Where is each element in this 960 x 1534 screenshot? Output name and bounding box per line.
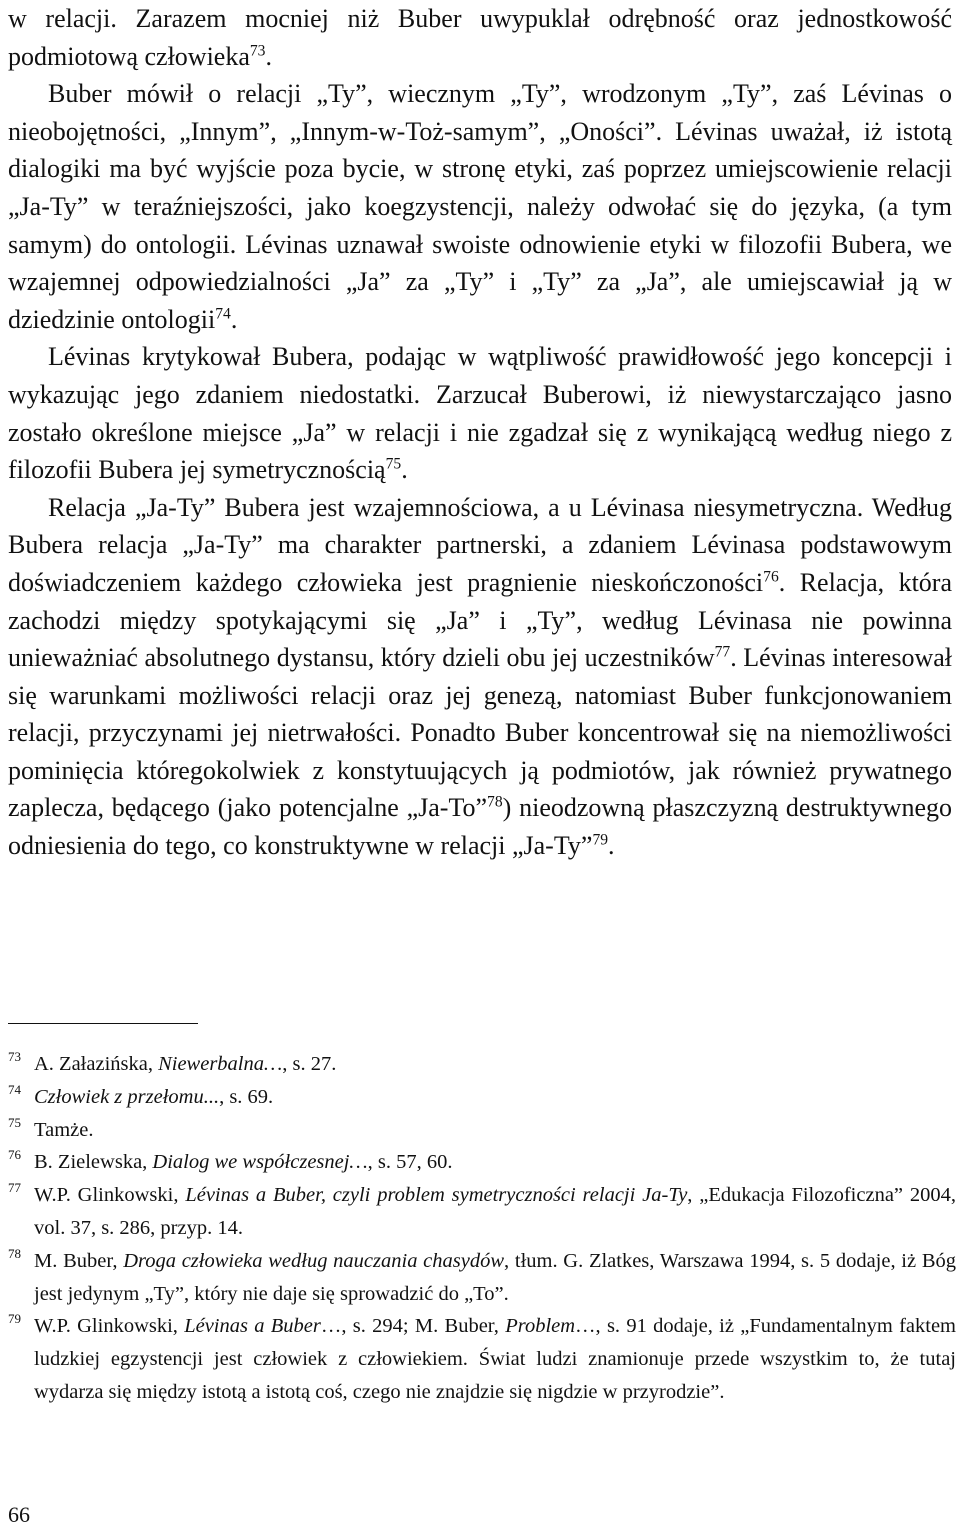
footnote-text: W.P. Glinkowski, bbox=[34, 1315, 185, 1338]
footnote-ref-74[interactable]: 74 bbox=[215, 305, 231, 323]
footnote-ref-79[interactable]: 79 bbox=[592, 831, 609, 849]
footnote-text: , „Edukacja Filozoficzna” 2004, vol. 37, s. 286, przyp. 14. bbox=[34, 1184, 956, 1239]
text-run: . Lévinas interesował się warunkami możliwości relacji oraz jej genezą, natomiast Buber funkcjonowaniem relacji, przyczynami jej nietrwałości. Ponadto Buber koncentrował się na niemożliwości pominięcia któregokolwiek z konstytuujących ją podmiotów, jak również prywatnego zaplecza, będącego (jako potencjalne „Ja-To” bbox=[8, 643, 952, 823]
paragraph-1 bbox=[8, 0, 952, 75]
footnote-title: Problem bbox=[505, 1315, 576, 1338]
footnote-number: 78 bbox=[8, 1245, 21, 1261]
footnote-title: Niewerbalna… bbox=[158, 1053, 283, 1075]
text-run: . Relacja, która zachodzi między spotykającymi się „Ja” i „Ty”, według Lévinasa nie powinna unieważniać absolutnego dystansu, który dzieli obu jej uczestników bbox=[8, 567, 953, 673]
footnote-number: 74 bbox=[8, 1081, 21, 1097]
footnote-text: B. Zielewska, bbox=[34, 1151, 153, 1174]
footnote-text: …, s. 91 dodaje, iż „Fundamentalnym faktem ludzkiej egzystencji jest człowiek z człowiekiem. Świat ludzi znamionuje przede wszystkim to, że tutaj wydarza się między istotą a istotą coś, czego nie znajdzie się nigdzie w przyrodzie”. bbox=[34, 1315, 956, 1403]
paragraph-4 bbox=[8, 489, 952, 865]
footnote-ref-76[interactable]: 76 bbox=[763, 568, 779, 586]
footnote-ref-78[interactable]: 78 bbox=[487, 793, 503, 811]
footnote-text: W.P. Glinkowski, bbox=[34, 1184, 186, 1207]
footnote-title: Lévinas a Buber, czyli problem symetryczności relacji Ja-Ty bbox=[185, 1184, 688, 1207]
paragraph-3 bbox=[8, 338, 952, 488]
footnote-title: Człowiek z przełomu... bbox=[34, 1085, 220, 1108]
footnote-77 bbox=[8, 1179, 956, 1245]
footnote-text: …, s. 294; M. Buber, bbox=[320, 1315, 506, 1338]
text-run: w relacji. Zarazem mocniej niż Buber uwypuklał odrębność oraz jednostkowość podmiotową człowieka bbox=[8, 4, 952, 71]
footnote-number: 75 bbox=[8, 1114, 21, 1130]
footnote-76 bbox=[8, 1146, 956, 1179]
footnote-79 bbox=[8, 1310, 956, 1408]
footnote-text: , tłum. G. Zlatkes, Warszawa 1994, s. 5 dodaje, iż Bóg jest jedynym „Ty”, który nie daje się sprowadzić do „To”. bbox=[34, 1249, 956, 1305]
page bbox=[8, 0, 952, 865]
page-number: 66 bbox=[8, 1502, 30, 1527]
footnote-title: Lévinas a Buber bbox=[184, 1315, 321, 1338]
footnote-text: Tamże. bbox=[34, 1118, 94, 1141]
footnote-ref-77[interactable]: 77 bbox=[714, 643, 731, 661]
footnote-text: , s. 27. bbox=[282, 1053, 337, 1075]
text-run: Lévinas krytykował Bubera, podając w wątpliwość prawidłowość jego koncepcji i wykazując jego zdaniem niedostatki. Zarzucał Buberowi, iż niewystarczająco jasno zostało określone miejsce „Ja” w relacji i nie zgadzał się z wynikającą według niego z filozofii Bubera jej symetrycznością bbox=[8, 342, 952, 485]
footnote-73 bbox=[8, 1048, 956, 1081]
footnote-75 bbox=[8, 1114, 956, 1147]
text-run: Buber mówił o relacji „Ty”, wiecznym „Ty”, wrodzonym „Ty”, zaś Lévinas o nieobojętności, „Innym”, „Innym-w-Toż-samym”, „Oności”. Lévinas uważał, iż istotą dialogiki ma być wyjście poza bycie, w stronę etyki, zaś poprzez umiejscowienie relacji „Ja-Ty” w teraźniejszości, jako koegzystencji, należy odwołać się do języka, (a tym samym) do ontologii. Lévinas uznawał swoiste odnowienie etyki w filozofii Bubera, we wzajemnej odpowiedzialności „Ja” za „Ty” i „Ty” za „Ja”, ale umiejscawiał ją w dziedzinie ontologii bbox=[8, 79, 952, 334]
footnote-title: Dialog we współczesnej… bbox=[152, 1151, 368, 1174]
footnote-number: 79 bbox=[8, 1311, 21, 1327]
footnote-text: M. Buber, bbox=[34, 1249, 124, 1272]
footnote-ref-73[interactable]: 73 bbox=[249, 41, 266, 59]
paragraph-2 bbox=[8, 75, 952, 338]
footnote-74 bbox=[8, 1081, 956, 1114]
text-run: ) nieodzowną płaszczyzną destruktywnego odniesienia do tego, co konstruktywne w relacji „Ja-Ty” bbox=[8, 793, 952, 861]
footnote-number: 77 bbox=[8, 1180, 21, 1196]
footnote-number: 73 bbox=[8, 1049, 21, 1064]
footnote-title: Droga człowieka według nauczania chasydów bbox=[123, 1249, 505, 1272]
footnotes bbox=[8, 1048, 956, 1409]
footnote-78 bbox=[8, 1245, 956, 1311]
text-run: Relacja „Ja-Ty” Bubera jest wzajemnościowa, a u Lévinasa niesymetryczna. Według Bubera relacja „Ja-Ty” ma charakter partnerski, a zdaniem Lévinasa podstawowym doświadczeniem każdego człowieka jest pragnienie nieskończoności bbox=[8, 492, 952, 597]
footnote-text: , s. 69. bbox=[219, 1085, 274, 1108]
footnote-ref-75[interactable]: 75 bbox=[385, 455, 402, 473]
text-run: . bbox=[265, 41, 272, 71]
footnote-separator bbox=[8, 1023, 198, 1024]
footnote-number: 76 bbox=[8, 1147, 21, 1163]
text-run: . bbox=[230, 304, 238, 334]
text-run: . bbox=[608, 831, 615, 861]
text-run: . bbox=[401, 455, 408, 485]
body-text bbox=[8, 0, 952, 865]
footnote-text: , s. 57, 60. bbox=[367, 1151, 453, 1174]
footnote-text: A. Załazińska, bbox=[34, 1053, 159, 1075]
